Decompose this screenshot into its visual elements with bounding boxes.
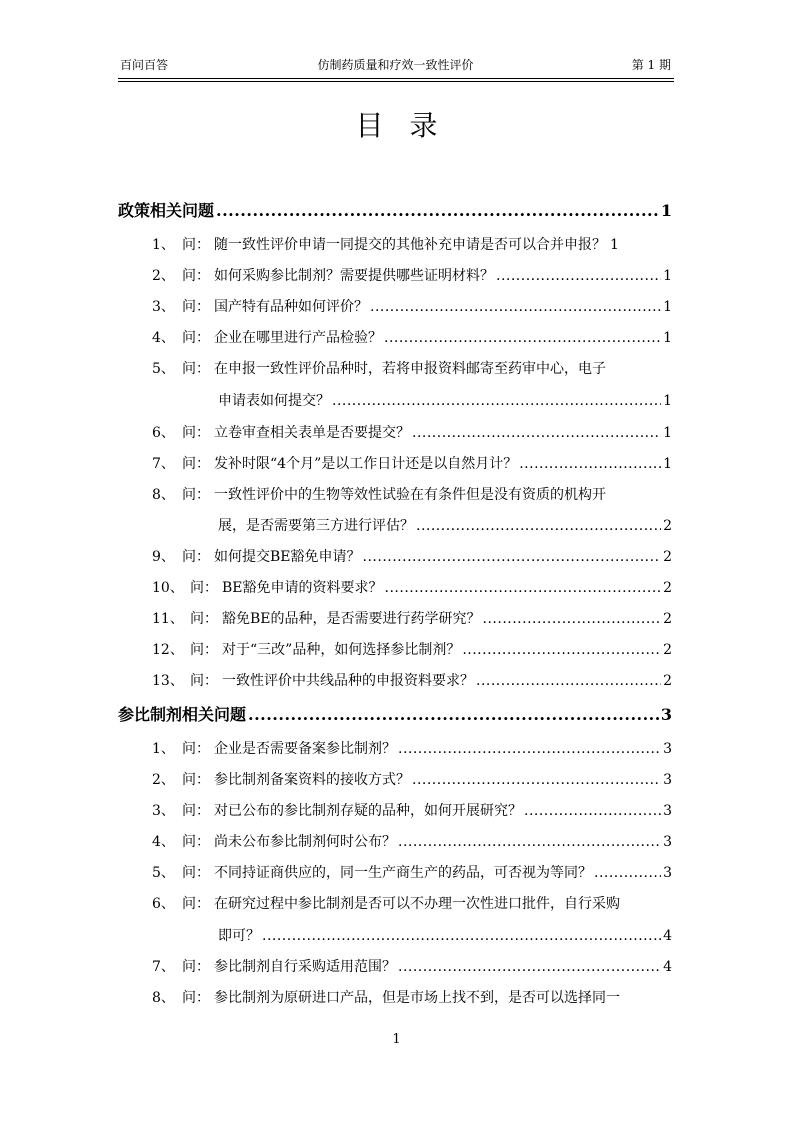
item-text: 豁免BE的品种，是否需要进行药学研究？ [222,611,481,627]
leader-dots [483,611,662,627]
toc-item[interactable] [152,327,672,347]
item-number: 1、 [152,237,175,253]
item-number: 2、 [152,268,175,284]
item-prefix: 问： [182,834,210,850]
toc-item[interactable] [152,422,672,442]
item-number: 4、 [152,330,175,346]
item-number: 13、 [152,673,184,689]
toc-section-policy[interactable] [118,198,672,221]
section-title: 参比制剂相关问题 [118,705,247,724]
item-page: 3 [663,803,672,819]
page-title: 目录 [355,109,464,142]
toc-item[interactable] [152,296,672,316]
item-page: 2 [663,642,672,658]
item-text: 企业是否需要备案参比制剂？ [214,741,396,757]
item-prefix: 问： [182,865,210,881]
item-page: 1 [663,299,672,315]
header-left: 百问百答 [120,58,169,72]
item-page: 2 [663,673,672,689]
item-number: 6、 [152,896,175,912]
header-rule [118,78,674,79]
item-text: 一致性评价中的生物等效性试验在有条件但是没有资质的机构开 [214,487,606,503]
item-number: 11、 [152,611,184,627]
leader-dots [524,803,661,819]
item-prefix: 问： [182,361,210,377]
toc-item[interactable] [152,577,672,597]
item-prefix: 问： [182,549,210,565]
leader-dots [384,330,661,346]
leader-dots [416,518,661,534]
item-page: 1 [663,268,672,284]
item-text-continued: 即可？ [218,928,260,944]
item-prefix: 问： [190,642,218,658]
leader-dots [262,928,661,944]
item-text: 参比制剂备案资料的接收方式？ [214,772,410,788]
running-header [118,56,673,74]
toc-item[interactable] [152,831,672,851]
item-page: 1 [663,425,672,441]
item-text: 在申报一致性评价品种时，若将申报资料邮寄至药审中心，电子 [214,361,606,377]
leader-dots [398,959,661,975]
item-number: 7、 [152,959,175,975]
item-prefix: 问： [190,673,218,689]
toc-item[interactable] [152,484,672,504]
item-prefix: 问： [182,741,210,757]
item-number: 8、 [152,487,175,503]
leader-dots [462,642,661,658]
leader-dots [496,268,661,284]
toc-item[interactable] [152,358,672,378]
toc-item[interactable] [152,670,672,690]
item-page: 2 [663,518,672,534]
toc-item[interactable] [152,956,672,976]
leader-dots [519,456,661,472]
toc-item[interactable] [152,608,672,628]
item-number: 1、 [152,741,175,757]
page-number: 1 [392,1032,401,1047]
item-text: 不同持证商供应的，同一生产商生产的药品，可否视为等同？ [214,865,592,881]
toc-item[interactable] [152,453,672,473]
section-title: 政策相关问题 [118,201,215,220]
item-prefix: 问： [182,896,210,912]
item-text: 参比制剂为原研进口产品，但是市场上找不到，是否可以选择同一 [214,990,620,1006]
leader-dots [476,673,661,689]
toc-section-reference[interactable] [118,702,672,725]
item-text: BE豁免申请的资料要求？ [222,580,383,596]
item-text: 一致性评价中共线品种的申报资料要求？ [222,673,474,689]
leader-dots [398,741,661,757]
item-number: 4、 [152,834,175,850]
item-page: 2 [663,549,672,565]
item-number: 5、 [152,865,175,881]
item-prefix: 问： [182,772,210,788]
item-page: 1 [663,393,672,409]
item-prefix: 问： [182,487,210,503]
item-page: 2 [663,611,672,627]
item-prefix: 问： [182,990,210,1006]
item-page: 3 [663,772,672,788]
item-page: 3 [663,741,672,757]
item-text: 国产特有品种如何评价？ [214,299,368,315]
toc-item[interactable] [152,893,672,913]
header-right: 第 1 期 [631,58,671,72]
item-prefix: 问： [190,611,218,627]
leader-dots [332,393,661,409]
item-text: 随一致性评价申请一同提交的其他补充申请是否可以合并申报？ [214,237,606,253]
item-page: 1 [663,330,672,346]
toc-item[interactable] [152,769,672,789]
item-text-continued: 展，是否需要第三方进行评估？ [218,518,414,534]
item-number: 10、 [152,580,184,596]
item-text: 尚未公布参比制剂何时公布？ [214,834,396,850]
leader-dots [412,772,661,788]
leader-dots [216,201,659,220]
item-number: 8、 [152,990,175,1006]
item-page: 1 [610,237,619,253]
item-text: 立卷审查相关表单是否要提交？ [214,425,410,441]
toc-item[interactable] [152,234,672,254]
section-page: 1 [660,201,672,220]
item-page: 4 [663,928,672,944]
item-text: 对已公布的参比制剂存疑的品种，如何开展研究？ [214,803,522,819]
item-prefix: 问： [182,425,210,441]
header-center: 仿制药质量和疗效一致性评价 [317,58,474,72]
toc-item-continuation[interactable] [218,515,672,535]
item-page: 1 [663,456,672,472]
item-prefix: 问： [182,268,210,284]
toc-item[interactable] [152,639,672,659]
section-page: 3 [660,705,672,724]
item-number: 9、 [152,549,175,565]
item-prefix: 问： [182,959,210,975]
item-prefix: 问： [182,299,210,315]
item-text: 参比制剂自行采购适用范围？ [214,959,396,975]
leader-dots [594,865,661,881]
toc-item[interactable] [152,800,672,820]
item-page: 4 [663,959,672,975]
item-prefix: 问： [190,580,218,596]
toc-item[interactable] [152,265,672,285]
item-prefix: 问： [182,803,210,819]
item-number: 3、 [152,803,175,819]
leader-dots [370,299,661,315]
item-number: 6、 [152,425,175,441]
item-page: 3 [663,865,672,881]
item-prefix: 问： [182,237,210,253]
item-text: 如何采购参比制剂？需要提供哪些证明材料？ [214,268,494,284]
leader-dots [248,705,659,724]
item-number: 5、 [152,361,175,377]
item-page: 3 [663,834,672,850]
item-number: 12、 [152,642,184,658]
leader-dots [398,834,661,850]
item-page: 2 [663,580,672,596]
item-text-continued: 申请表如何提交？ [218,393,330,409]
item-prefix: 问： [182,330,210,346]
item-prefix: 问： [182,456,210,472]
item-text: 发补时限“4个月”是以工作日计还是以自然月计？ [214,456,518,472]
toc-item-continuation[interactable] [218,390,672,410]
item-text: 企业在哪里进行产品检验？ [214,330,382,346]
item-text: 如何提交BE豁免申请？ [214,549,361,565]
leader-dots [412,425,661,441]
leader-dots [385,580,662,596]
toc-item[interactable] [152,987,672,1007]
item-number: 7、 [152,456,175,472]
leader-dots [363,549,662,565]
item-number: 3、 [152,299,175,315]
header-rule-thin [118,81,674,82]
item-text: 对于“三改”品种，如何选择参比制剂？ [222,642,461,658]
item-number: 2、 [152,772,175,788]
toc-item[interactable] [152,862,672,882]
item-text: 在研究过程中参比制剂是否可以不办理一次性进口批件，自行采购 [214,896,620,912]
toc-item[interactable] [152,546,672,566]
toc-item[interactable] [152,738,672,758]
toc-item-continuation[interactable] [218,925,672,945]
